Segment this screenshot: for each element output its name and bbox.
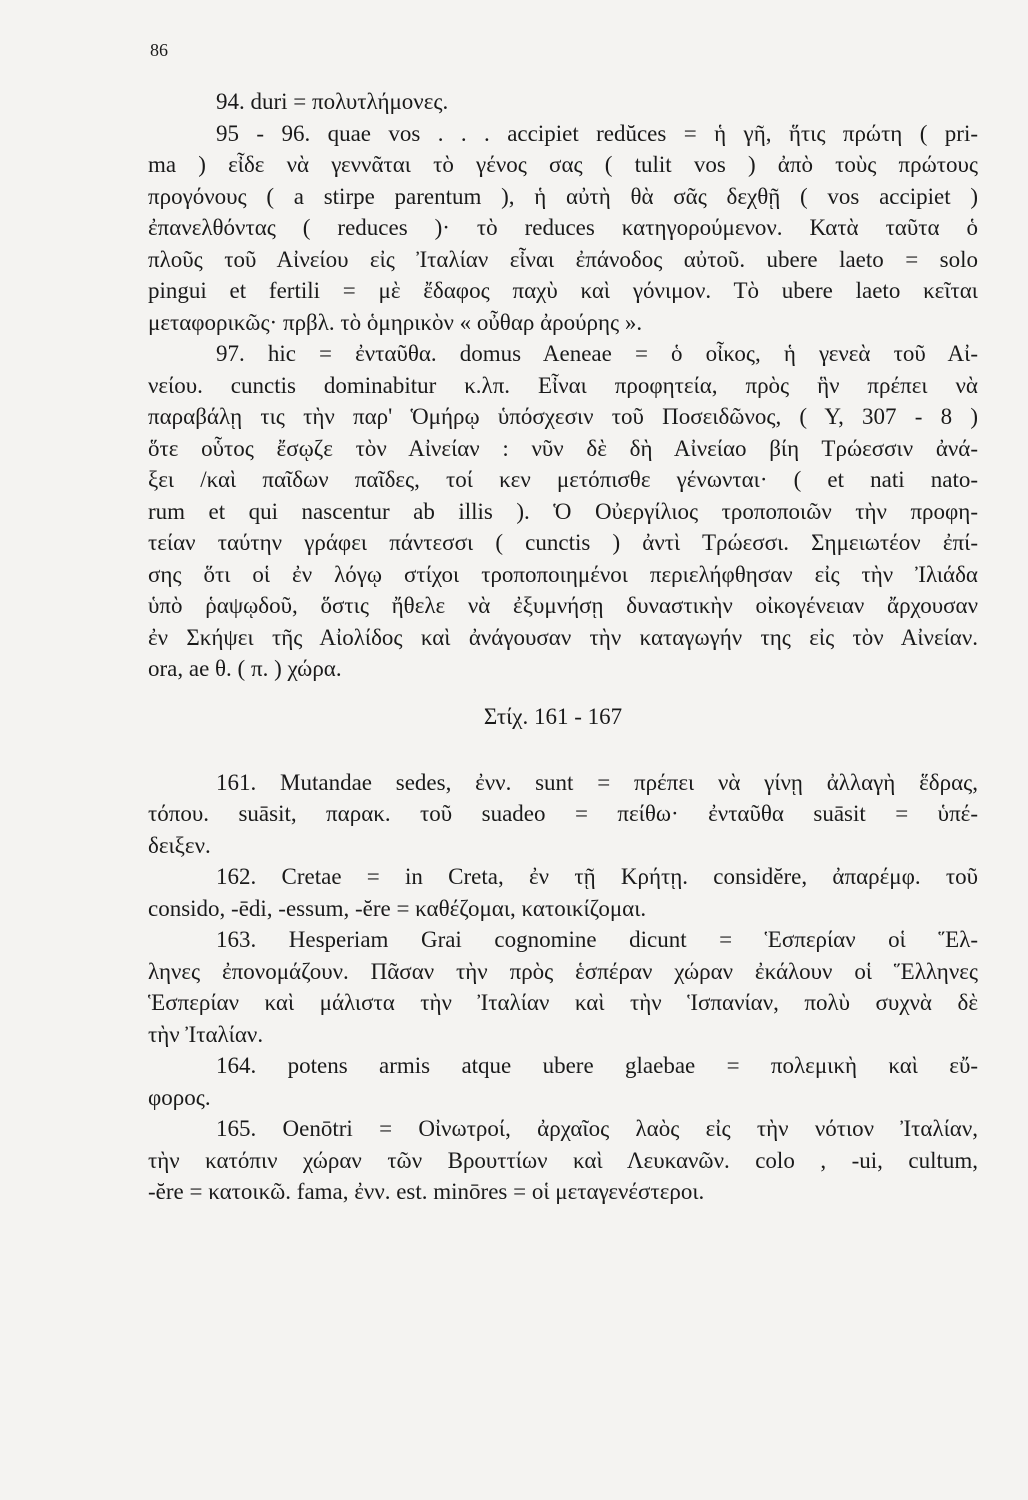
text-line: νείου. cunctis dominabitur κ.λπ. Εἶναι προφητεία, πρὸς ἣν πρέπει νὰ — [148, 372, 978, 398]
section-heading: Στίχ. 161 - 167 — [483, 703, 623, 729]
text-line: ὅτε οὗτος ἔσῳζε τὸν Αἰνείαν : νῦν δὲ δὴ Αἰνείαο βίη Τρώεσσιν ἀνά- — [148, 435, 978, 461]
text-line: φορος. — [148, 1084, 211, 1110]
text-line: ἐπανελθόντας ( reduces )· τὸ reduces κατηγορούμενον. Κατὰ ταῦτα ὁ — [148, 215, 978, 240]
text-line: προγόνους ( a stirpe parentum ), ἡ αὐτὴ θὰ σᾶς δεχθῇ ( vos accipiet ) — [148, 183, 978, 209]
text-line: pingui et fertili = μὲ ἔδαφος παχὺ καὶ γόνιμον. Τὸ ubere laeto κεῖται — [148, 278, 978, 303]
text-line: τόπου. suāsit, παρακ. τοῦ suadeo = πείθω· ἐνταῦθα suāsit = ὑπέ- — [148, 801, 978, 826]
text-line: 95 - 96. quae vos . . . accipiet redŭces = ἡ γῆ, ἥτις πρώτη ( pri- — [216, 120, 978, 146]
text-line: 163. Hesperiam Grai cognomine dicunt = Ἑσπερίαν οἱ Ἕλ- — [216, 927, 978, 952]
text-line: παραβάλῃ τις τὴν παρ' Ὁμήρῳ ὑπόσχεσιν τοῦ Ποσειδῶνος, ( Υ, 307 - 8 ) — [148, 404, 978, 429]
text-line: μεταφορικῶς· πρβλ. τὸ ὁμηρικὸν « οὖθαρ ἀρούρης ». — [148, 309, 643, 335]
text-line: ἐν Σκήψει τῆς Αἰολίδος καὶ ἀνάγουσαν τὴν καταγωγήν της εἰς τὸν Αἰνείαν. — [148, 624, 978, 650]
text-line: 165. Oenōtri = Οἰνωτροί, ἀρχαῖος λαὸς εἰς τὴν νότιον Ἰταλίαν, — [216, 1116, 978, 1141]
text-line: σης ὅτι οἱ ἐν λόγῳ στίχοι τροποποιημένοι περιελήφθησαν εἰς τὴν Ἰλιάδα — [148, 561, 978, 587]
text-line: Ἑσπερίαν καὶ μάλιστα τὴν Ἰταλίαν καὶ τὴν Ἱσπανίαν, πολὺ συχνὰ δὲ — [148, 990, 978, 1015]
text-line: 97. hic = ἐνταῦθα. domus Aeneae = ὁ οἶκος, ἡ γενεὰ τοῦ Αἰ- — [216, 341, 978, 366]
page-number: 86 — [150, 40, 168, 60]
text-line: ξει /καὶ παῖδων παῖδες, τοί κεν μετόπισθε γένωνται· ( et nati nato- — [148, 467, 978, 492]
text-line: 94. duri = πολυτλήμονες. — [216, 89, 449, 114]
text-line: rum et qui nascentur ab illis ). Ὁ Οὐεργίλιος τροποποιῶν τὴν προφη- — [148, 498, 978, 524]
spacer — [148, 749, 978, 767]
text-line: ληνες ἐπονομάζουν. Πᾶσαν τὴν πρὸς ἑσπέραν χώραν ἐκάλουν οἱ Ἕλληνες — [148, 958, 978, 984]
commentary-block-94-97 — [148, 86, 978, 685]
text-line: 161. Mutandae sedes, ἐνν. sunt = πρέπει νὰ γίνῃ ἀλλαγὴ ἕδρας, — [216, 769, 978, 795]
text-line: ora, ae θ. ( π. ) χώρα. — [148, 656, 342, 681]
text-line: consido, -ēdi, -essum, -ĕre = καθέζομαι, κατοικίζομαι. — [148, 895, 647, 921]
text-line: -ĕre = κατοικῶ. fama, ἐνν. est. minōres = οἱ μεταγενέστεροι. — [148, 1179, 705, 1204]
text-line: δειξεν. — [148, 832, 211, 858]
text-line: 164. potens armis atque ubere glaebae = πολεμικὴ καὶ εὔ- — [216, 1053, 978, 1078]
commentary-text — [148, 86, 978, 1208]
text-line: πλοῦς τοῦ Αἰνείου εἰς Ἰταλίαν εἶναι ἐπάνοδος αὐτοῦ. ubere laeto = solo — [148, 246, 978, 272]
text-line: ma ) εἶδε νὰ γεννᾶται τὸ γένος σας ( tulit vos ) ἀπὸ τοὺς πρώτους — [148, 152, 978, 177]
text-line: 162. Cretae = in Creta, ἐν τῇ Κρήτῃ. considĕre, ἀπαρέμφ. τοῦ — [216, 864, 978, 889]
text-line: τὴν κατόπιν χώραν τῶν Βρουττίων καὶ Λευκανῶν. colo , -ui, cultum, — [148, 1147, 978, 1173]
commentary-block-161-165 — [148, 767, 978, 1208]
text-line: τὴν Ἰταλίαν. — [148, 1021, 264, 1047]
text-line: ὑπὸ ῥαψῳδοῦ, ὅστις ἤθελε νὰ ἐξυμνήσῃ δυναστικὴν οἰκογένειαν ἄρχουσαν — [148, 593, 978, 618]
text-line: τείαν ταύτην γράφει πάντεσσι ( cunctis ) ἀντὶ Τρώεσσι. Σημειωτέον ἐπί- — [148, 530, 978, 555]
